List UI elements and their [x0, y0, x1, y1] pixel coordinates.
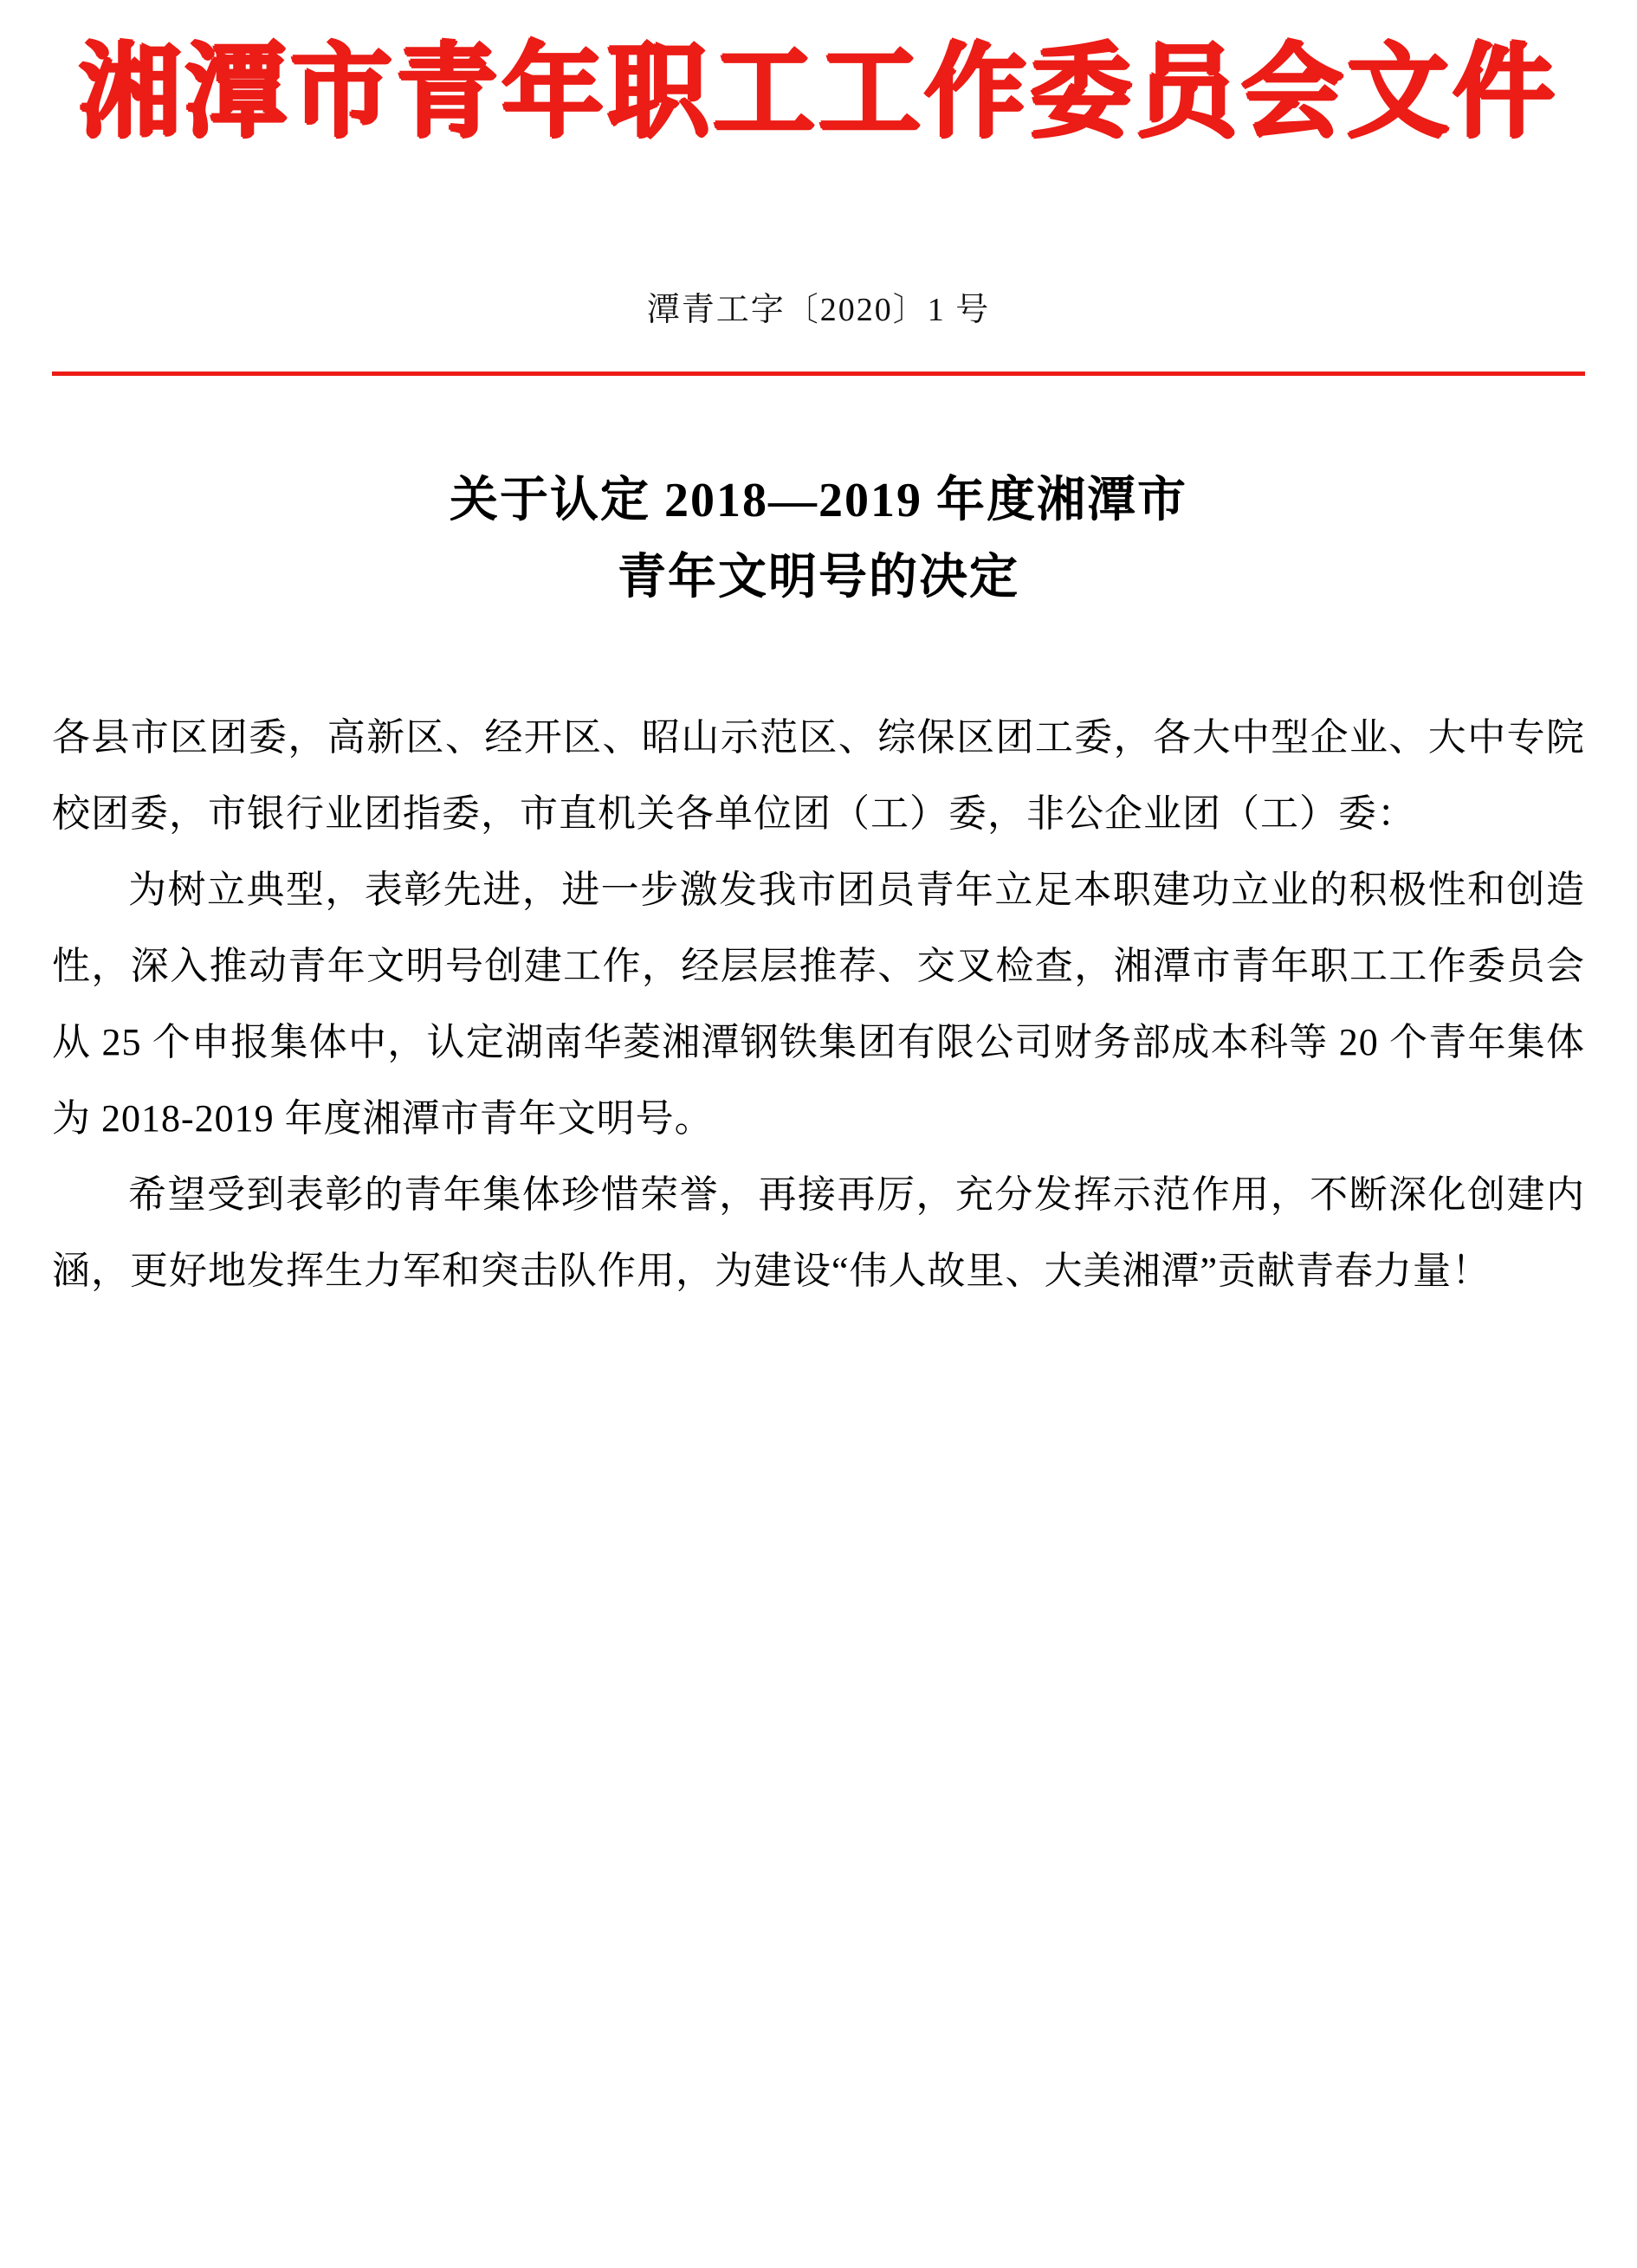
salutation-paragraph: 各县市区团委，高新区、经开区、昭山示范区、综保区团工委，各大中型企业、大中专院校团委，市银行业团指委，市直机关各单位团（工）委，非公企业团（工）委：	[52, 715, 1585, 835]
body-paragraph-2: 希望受到表彰的青年集体珍惜荣誉，再接再厉，充分发挥示范作用，不断深化创建内涵，更好地发挥生力军和突击队作用，为建设“伟人故里、大美湘潭”贡献青春力量！	[52, 1173, 1585, 1292]
issuing-authority-title: 湘潭市青年职工工作委员会文件	[78, 36, 1558, 150]
document-body	[52, 700, 1585, 1309]
red-divider-rule	[52, 372, 1585, 376]
page-title	[52, 462, 1585, 617]
document-number: 潭青工字〔2020〕1 号	[646, 291, 991, 328]
document-header	[52, 0, 1585, 152]
body-paragraph-1: 为树立典型，表彰先进，进一步激发我市团员青年立足本职建功立业的积极性和创造性，深入推动青年文明号创建工作，经层层推荐、交叉检查，湘潭市青年职工工作委员会从 25 个申报集体中，认定湖南华菱湘潭钢铁集团有限公司财务部成本科等 20 个青年集体为 2018-2019 年度湘潭市青年文明号。	[52, 868, 1585, 1140]
page-title-line-1: 关于认定 2018—2019 年度湘潭市	[450, 473, 1187, 527]
page-title-line-2: 青年文明号的决定	[618, 551, 1019, 605]
